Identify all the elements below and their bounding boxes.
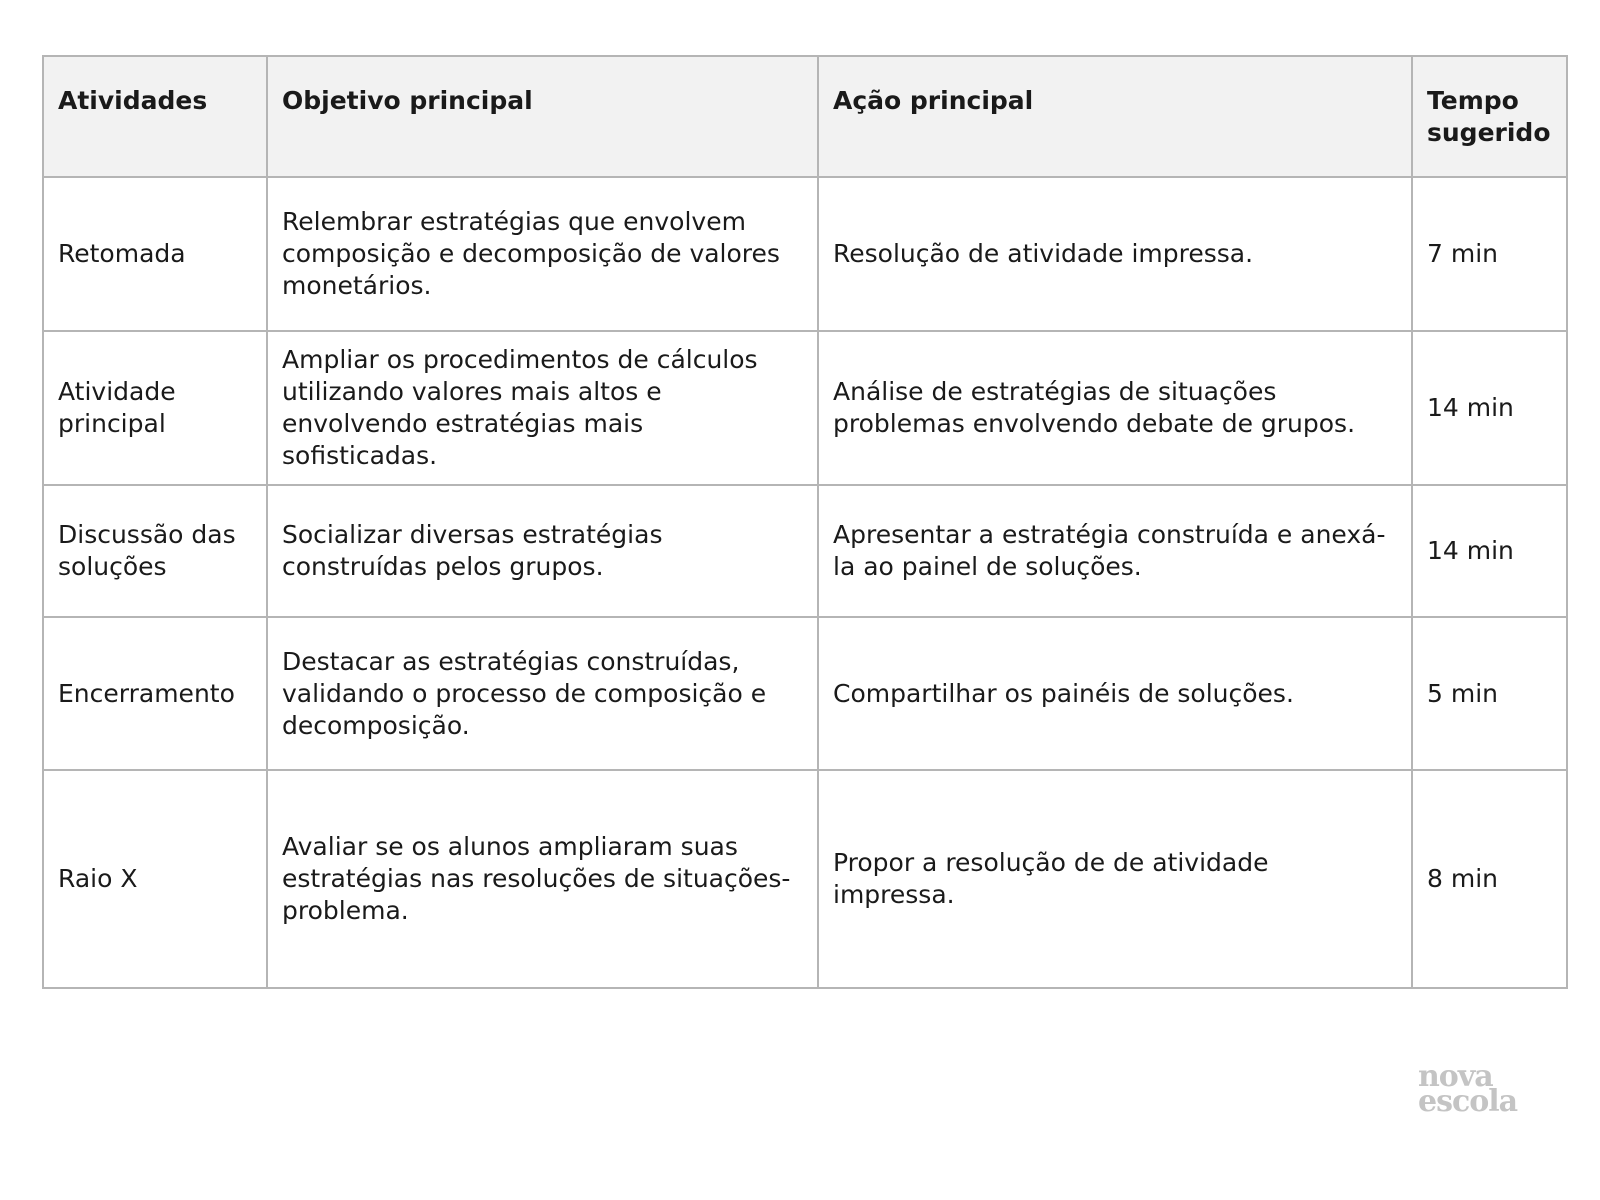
cell-objetivo: Avaliar se os alunos ampliaram suas estratégias nas resoluções de situações-problema.: [267, 770, 818, 988]
table-row: [43, 770, 1567, 988]
cell-acao: Apresentar a estratégia construída e anexá-la ao painel de soluções.: [818, 485, 1412, 617]
cell-atividade: Atividade principal: [43, 331, 267, 485]
cell-tempo: 14 min: [1412, 485, 1567, 617]
cell-tempo: 14 min: [1412, 331, 1567, 485]
cell-acao: Resolução de atividade impressa.: [818, 177, 1412, 331]
cell-objetivo: Relembrar estratégias que envolvem composição e decomposição de valores monetários.: [267, 177, 818, 331]
cell-atividade: Raio X: [43, 770, 267, 988]
header-acao-principal: Ação principal: [818, 56, 1412, 177]
cell-tempo: 7 min: [1412, 177, 1567, 331]
cell-atividade: Retomada: [43, 177, 267, 331]
header-objetivo-principal: Objetivo principal: [267, 56, 818, 177]
cell-objetivo: Destacar as estratégias construídas, validando o processo de composição e decomposição.: [267, 617, 818, 770]
lesson-plan-table: [42, 55, 1568, 989]
cell-atividade: Encerramento: [43, 617, 267, 770]
header-tempo-sugerido: Tempo sugerido: [1412, 56, 1567, 177]
table-row: [43, 485, 1567, 617]
table-row: [43, 331, 1567, 485]
cell-tempo: 5 min: [1412, 617, 1567, 770]
cell-atividade: Discussão das soluções: [43, 485, 267, 617]
cell-objetivo: Ampliar os procedimentos de cálculos utilizando valores mais altos e envolvendo estratégias mais sofisticadas.: [267, 331, 818, 485]
table-row: [43, 177, 1567, 331]
nova-escola-logo: [1418, 1059, 1536, 1119]
logo-line-escola: escola: [1418, 1084, 1518, 1119]
cell-tempo: 8 min: [1412, 770, 1567, 988]
table-header-row: [43, 56, 1567, 177]
logo-line-nova: nova: [1418, 1059, 1493, 1094]
cell-acao: Análise de estratégias de situações problemas envolvendo debate de grupos.: [818, 331, 1412, 485]
table-row: [43, 617, 1567, 770]
cell-objetivo: Socializar diversas estratégias construídas pelos grupos.: [267, 485, 818, 617]
cell-acao: Propor a resolução de de atividade impressa.: [818, 770, 1412, 988]
header-atividades: Atividades: [43, 56, 267, 177]
cell-acao: Compartilhar os painéis de soluções.: [818, 617, 1412, 770]
